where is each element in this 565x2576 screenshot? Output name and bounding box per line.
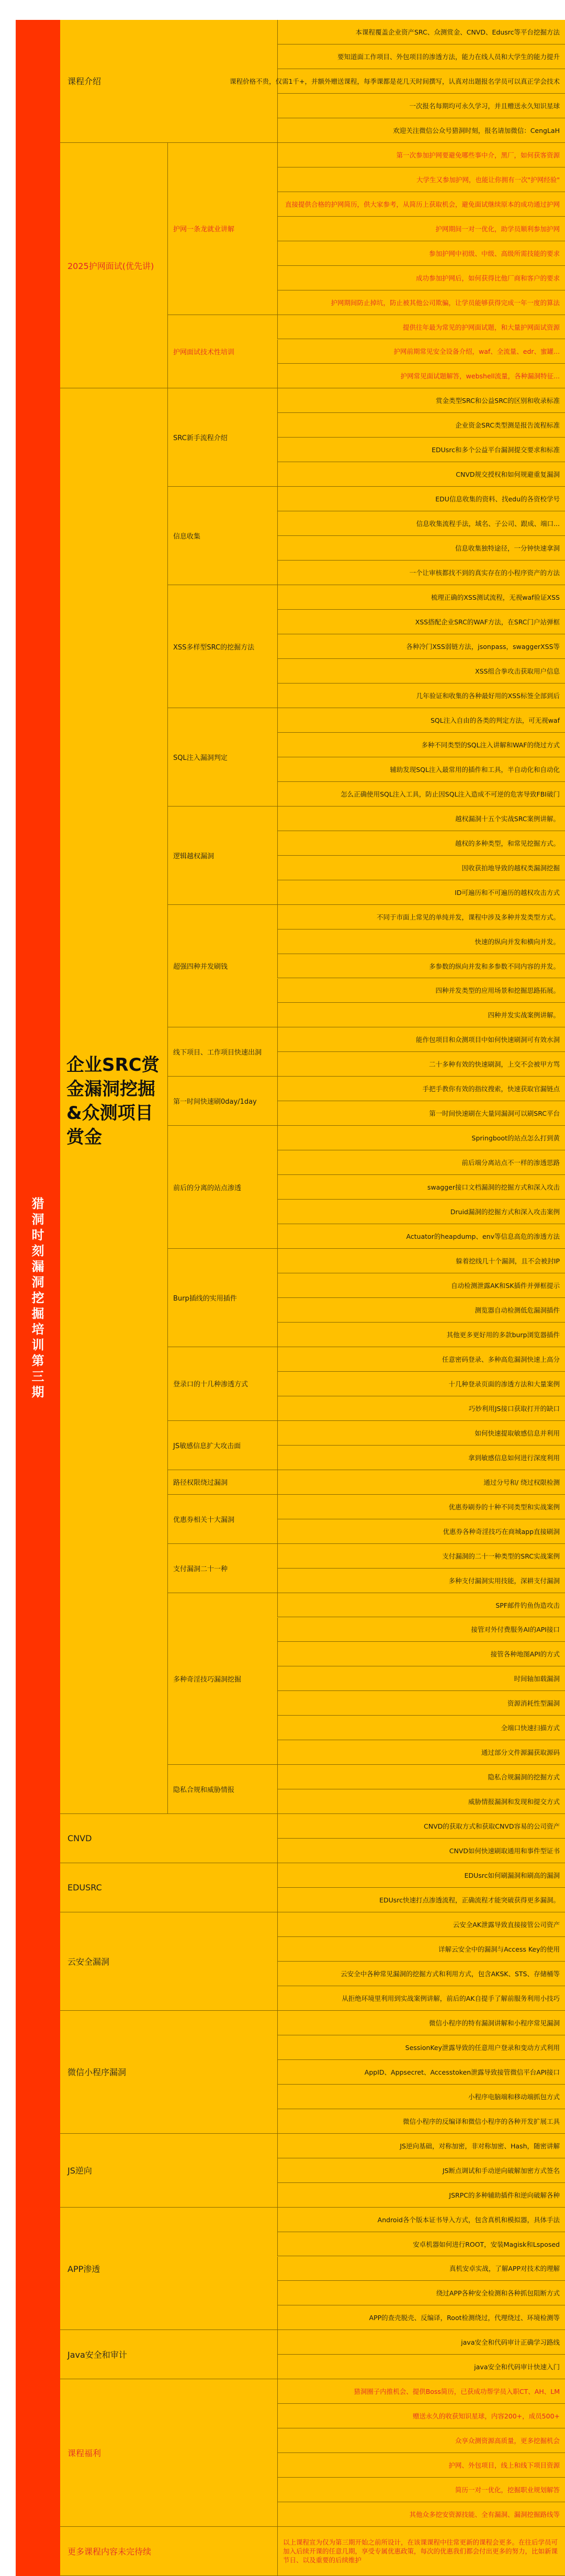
outline-item: 几年验证和收集的各种最好用的XSS标签全部到后: [277, 684, 565, 708]
section-label: CNVD: [60, 1814, 277, 1863]
outline-item: 前后端分离站点不一样的渗透思路: [277, 1150, 565, 1175]
outline-item: 护网常见面试题解答，webshell流量，各种漏洞特征...: [277, 364, 565, 388]
outline-item: 四种并发实战案例讲解。: [277, 1003, 565, 1027]
module-label: 路径权限绕过漏洞: [167, 1470, 277, 1495]
outline-item: AppID、Appsecret、Accesstoken泄露导致接管微信平台API接口: [277, 2060, 565, 2085]
outline-item: 多参数的纵向并发和多参数不同内容的并发。: [277, 954, 565, 979]
outline-item: 隐私合规漏洞的挖掘方式: [277, 1765, 565, 1789]
section-label: Java安全和审计: [60, 2330, 277, 2379]
outline-item: 详解云安全中的漏洞与Access Key的使用: [277, 1937, 565, 1962]
outline-item: 因收获拍地导致的越权类漏洞挖掘: [277, 856, 565, 880]
outline-item: 优惠券刷券的十种不同类型和实战案例: [277, 1495, 565, 1519]
outline-item: 时间轴加载漏洞: [277, 1666, 565, 1691]
module-label: SRC新手流程介绍: [167, 388, 277, 487]
outline-item: 大学生又参加护网，也能让你拥有一次"护网经验": [277, 167, 565, 192]
outline-item: 赠送永久的收获知识星球，内容200+，成员500+: [277, 2404, 565, 2428]
section-label: 企业SRC赏金漏洞挖掘&众测项目赏金: [60, 388, 167, 1814]
outline-item: 一个让审核都找不到的真实存在的小程序资产的方法: [277, 561, 565, 585]
outline-item: 如何快速提取敏感信息并利用: [277, 1421, 565, 1446]
outline-item: JSRPC的多种辅助插件和逆向破解各种: [277, 2183, 565, 2208]
outline-item: 怎么正确使用SQL注入工具，防止因SQL注入造成不可逆的危害导致FBI破门: [277, 782, 565, 807]
outline-item: 微信小程序的反编译和微信小程序的各种开发扩展工具: [277, 2109, 565, 2134]
outline-item: 小程序电脑端和移动端抓包方式: [277, 2085, 565, 2109]
outline-item: 其他更多更好用的多款burp浏览器插件: [277, 1323, 565, 1347]
outline-item: 辅助发现SQL注入最常用的插件和工具，半自动化和自动化: [277, 757, 565, 782]
outline-item: 第一时间快速刷在大量同漏洞可以刷SRC平台: [277, 1101, 565, 1126]
module-label: 前后的分离的站点渗透: [167, 1126, 277, 1249]
outline-item: 真机安卓实战，了解APP对技术的理解: [277, 2257, 565, 2281]
outline-item: 护网期间防止掉坑，防止被其他公司欺骗，让学员能够获得完成一年一度的算法: [277, 290, 565, 315]
section-label: EDUSRC: [60, 1863, 277, 1912]
outline-item: 通过部分文件源漏获取源码: [277, 1740, 565, 1765]
section-label: 云安全漏洞: [60, 1912, 277, 2011]
outline-item: 越权的多种类型，和常见挖掘方式。: [277, 831, 565, 856]
section-label: 课程介绍: [60, 20, 277, 143]
outline-item: 多种不同类型的SQL注入讲解和WAF的绕过方式: [277, 733, 565, 757]
module-label: 超强四种并发刷钱: [167, 905, 277, 1028]
outline-item: 各种冷门XSS弱链方法，jsonpass，swaggerXSS等: [277, 634, 565, 659]
outline-item: 越权漏洞十五个实战SRC案例讲解。: [277, 807, 565, 831]
module-label: 多种奇淫技巧漏洞挖掘: [167, 1593, 277, 1765]
outline-item: 二十多种有效的快速刷洞，上交不会被甲方骂: [277, 1052, 565, 1077]
outline-item: 梳理正确的XSS测试流程，无视waf验证XSS: [277, 585, 565, 610]
outline-item: 护网、外包项目，线上和线下项目资源: [277, 2453, 565, 2478]
module-label: SQL注入漏洞判定: [167, 708, 277, 807]
outline-item: 欢迎关注微信公众号猎洞时刻，报名请加微信：CengLaH: [277, 118, 565, 143]
outline-item: 护网前期常见安全设备介绍，waf、全流量、edr、蜜罐...: [277, 340, 565, 364]
module-label: 护网面试技术性培训: [167, 315, 277, 389]
outline-item: 测览器自动检测低危漏洞插件: [277, 1298, 565, 1323]
outline-item: XSS组合拳攻击获取用户信息: [277, 659, 565, 684]
course-title: 猎洞时刻漏洞挖掘培训第三期: [31, 1196, 44, 1399]
outline-item: 本课程覆盖企业资产SRC、众测赏金、CNVD、Edusrc等平台挖掘方法: [277, 20, 565, 44]
outline-item: 要知道面工作项目、外包项目的渗透方法，能力在线人员和大学生的能力提升: [277, 44, 565, 69]
outline-item: 直接提供合格的护网简历，供大家参考，从简历上获取机会，避免面试继续原本的成功通过护网: [277, 192, 565, 217]
outline-item: 信息收集独特途径，一分钟快速拿洞: [277, 536, 565, 561]
outline-item: swagger接口文档漏洞的挖掘方式和深入攻击: [277, 1175, 565, 1200]
outline-item: 微信小程序的特有漏洞讲解和小程序常见漏洞: [277, 2011, 565, 2035]
outline-item: 手把手教你有效的指纹搜索，快速获取官漏链点: [277, 1077, 565, 1101]
outline-item: EDU信息收集的资料、找edu的各资校学号: [277, 487, 565, 511]
section-label: JS逆向: [60, 2134, 277, 2208]
outline-item: Android各个版本证书导入方式，包含真机和模拟器，具体手法: [277, 2208, 565, 2232]
section-label: 课程福利: [60, 2379, 277, 2527]
vertical-title-bar: [16, 20, 60, 2576]
outline-item: Druid漏洞的挖掘方式和深入攻击案例: [277, 1200, 565, 1224]
outline-item: 云安全AK泄露导致直接接管公司资产: [277, 1912, 565, 1937]
outline-item: 任意密码登录、多种高危漏洞快速上高分: [277, 1347, 565, 1372]
outline-item: EDUsrc快速打点渗透流程，正确流程才能突破获得更多漏洞。: [277, 1888, 565, 1912]
outline-item: 其他众多挖安资源技能、全有漏洞、漏洞挖掘路线等: [277, 2502, 565, 2527]
module-label: XSS多样型SRC的挖掘方法: [167, 585, 277, 708]
outline-item: JS断点调试和手动逆向破解加密方式签名: [277, 2158, 565, 2183]
outline-item: 优惠券各种奇淫技巧在商城app直接刷洞: [277, 1519, 565, 1544]
outline-item: 能作包项目和众测项目中如何快速刷洞可有效水洞: [277, 1027, 565, 1052]
outline-item: 拿到敏感信息如何进行深度利用: [277, 1446, 565, 1470]
outline-item: ID可遍历和不可遍历的越权攻击方式: [277, 880, 565, 905]
outline-item: 以上课程宣为仅为第三期开始之前所设计，在该课课程中往常更新的课程会更多。在往后学员可加入后续开课的任意几期，享受专属优惠政策，每次的优惠我们都会付出更多的努力，比如新课节日、以及重要的后续维护: [277, 2527, 565, 2576]
outline-item: SQL注入自由的各类的判定方法，可无视waf: [277, 708, 565, 733]
outline-item: CNVD的获取方式和获取CNVD容易的公司资产: [277, 1814, 565, 1839]
outline-item: 参加护网中初级、中级、高级所需技能的要求: [277, 241, 565, 266]
outline-item: 接管对外付费服务AI的API接口: [277, 1618, 565, 1642]
outline-item: 护网期间一对一优化，助学员顺利参加护网: [277, 217, 565, 241]
outline-item: 巧妙利用JS接口获取打开的缺口: [277, 1396, 565, 1421]
outline-item: Actuator的heapdump、env等信息高危的渗透方法: [277, 1224, 565, 1249]
outline-item: SPF邮件钓鱼伪造攻击: [277, 1593, 565, 1618]
outline-item: 云安全中各种常见漏洞的挖掘方式和利用方式，包含AKSK、STS、存储桶等: [277, 1962, 565, 1986]
outline-item: java安全和代码审计快速入门: [277, 2355, 565, 2379]
outline-item: 支付漏洞的二十一种类型的SRC实战案例: [277, 1544, 565, 1569]
outline-item: 企业资金SRC类型测是报告流程标准: [277, 413, 565, 438]
outline-item: EDUsrc如何刷漏洞和刷高的漏洞: [277, 1863, 565, 1888]
module-label: 信息收集: [167, 487, 277, 585]
module-label: JS敏感信息扩大攻击面: [167, 1421, 277, 1470]
outline-item: 提供往年最为常见的护网面试题，和大量护网面试资源: [277, 315, 565, 340]
module-label: 优惠券相关十大漏洞: [167, 1495, 277, 1544]
outline-item: 简历一对一优化，挖掘职业规划解答: [277, 2478, 565, 2502]
module-label: 护网一条龙就业讲解: [167, 143, 277, 315]
module-label: Burp插线的实用插件: [167, 1249, 277, 1347]
outline-item: APP的查壳脱壳、反编译，Root检测绕过，代理绕过、环境检测等: [277, 2305, 565, 2330]
outline-item: 接管各种地图API的方式: [277, 1642, 565, 1666]
outline-item: JS逆向基础，对称加密，非对称加密、Hash，随密讲解: [277, 2134, 565, 2158]
outline-item: CNVD规交授权和如何规避重复漏洞: [277, 462, 565, 487]
outline-item: 一次报名每期均可永久学习，并且赠送永久知识星球: [277, 94, 565, 118]
outline-item: 第一次参加护网要避免哪些事中介，黑厂，如何获客资源: [277, 143, 565, 167]
outline-item: 四种并发类型的应用场景和挖掘思路拓展。: [277, 979, 565, 1003]
outline-item: 绕过APP各种安全检测和各种抓包阻断方式: [277, 2281, 565, 2305]
outline-item: SessionKey泄露导致的任意用户登录和变动方式利用: [277, 2035, 565, 2060]
outline-item: 众享众测资源高质量，更多挖掘机会: [277, 2428, 565, 2453]
outline-item: 躲着挖线几十个漏洞，且不会被封IP: [277, 1249, 565, 1273]
outline-item: EDUsrc和多个公益平台漏洞提交要求和标准: [277, 438, 565, 462]
outline-item: 资源消耗性型漏洞: [277, 1691, 565, 1716]
outline-item: 赏金类型SRC和公益SRC的区别和收录标准: [277, 388, 565, 413]
outline-item: XSS搭配企业SRC的WAF方法，在SRC门户站弹框: [277, 610, 565, 634]
outline-item: 成功参加护网后，如何获得比他厂商和客户的要求: [277, 266, 565, 290]
outline-item: Springboot的站点怎么打到黄: [277, 1126, 565, 1150]
outline-item: 信息收集流程手法，域名、子公司、跟成、端口...: [277, 511, 565, 536]
outline-item: 威胁情报漏洞和发现和提交方式: [277, 1789, 565, 1814]
outline-item: 猎洞圈子内推机会、提供Boss简历，已获成功帮学员入职CT、AH、LM: [277, 2379, 565, 2404]
section-label: 微信小程序漏洞: [60, 2011, 277, 2134]
outline-item: 多种支付漏洞实用技能，深耕支付漏洞: [277, 1569, 565, 1593]
section-label: 2025护网面试(优先讲): [60, 143, 167, 389]
outline-item: CNVD如何快速刷取通用和事件型证书: [277, 1839, 565, 1863]
outline-item: 安卓机器如何进行ROOT，安装Magisk和Lsposed: [277, 2232, 565, 2257]
outline-item: 快速的纵向并发和横向并发。: [277, 929, 565, 954]
outline-item: java安全和代码审计正确学习路线: [277, 2330, 565, 2355]
module-label: 第一时间快速刷0day/1day: [167, 1077, 277, 1126]
module-label: 支付漏洞二十一种: [167, 1544, 277, 1593]
module-label: 逻辑越权漏洞: [167, 807, 277, 905]
outline-item: 通过分号和/ 绕过权限检测: [277, 1470, 565, 1495]
outline-item: 自动检测泄露AK和SK插件并弹框提示: [277, 1273, 565, 1298]
outline-item: 课程价格不贵，仅需1千+，并额外赠送课程，每季课都是花几天时间撰写，认真对出题报名学员可以真正学会技术: [277, 69, 565, 94]
outline-item: 十几种登录页面的渗透方法和大量案例: [277, 1372, 565, 1396]
module-label: 线下项目、工作项目快速出洞: [167, 1027, 277, 1077]
outline-item: 全端口快速扫描方式: [277, 1716, 565, 1740]
section-label: 更多课程内容未完待续: [60, 2527, 277, 2576]
outline-item: 不同于市面上常见的单纯并发，课程中涉及多种并发类型方式。: [277, 905, 565, 929]
outline-item: 从拒绝环境里利用到实战案例讲解，前后的AK自提手了解前服务利用小技巧: [277, 1986, 565, 2011]
section-label: APP渗透: [60, 2208, 277, 2331]
module-label: 隐私合规和威胁情报: [167, 1765, 277, 1814]
course-outline-sheet: [16, 20, 565, 2576]
module-label: 登录口的十几种渗透方式: [167, 1347, 277, 1421]
